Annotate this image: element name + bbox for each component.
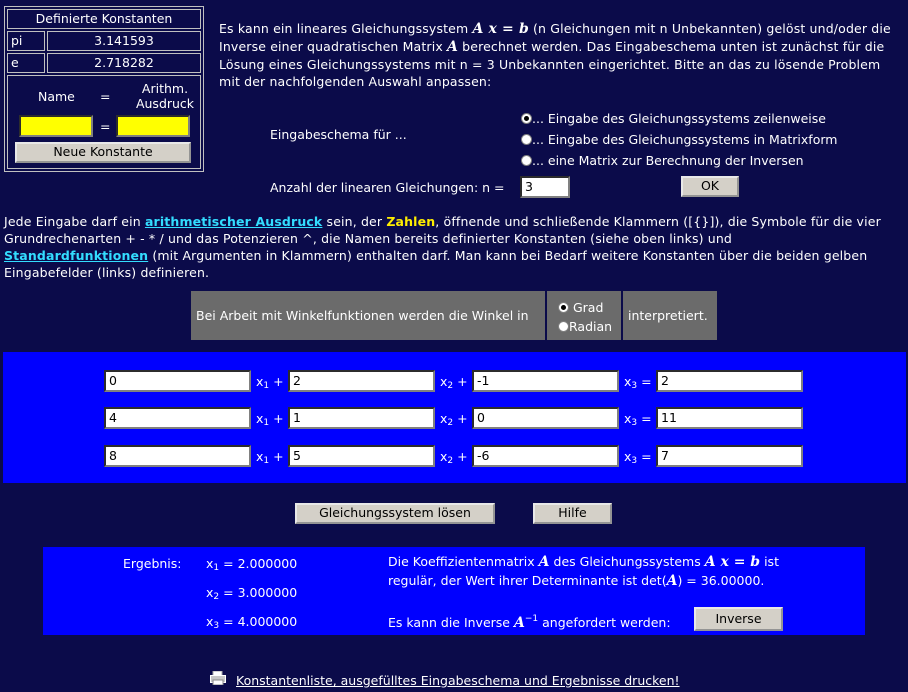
info-line-4: Eingabefelder (links) definieren. xyxy=(4,265,210,280)
coef-2-1[interactable]: 4 xyxy=(104,407,251,429)
schema-options xyxy=(521,108,837,171)
intro-line-1: Es kann ein lineares Gleichungssystem A x = b (n Gleichungen mit n Unbekannten) gelöst und/oder die xyxy=(219,21,891,37)
angle-text-box xyxy=(191,291,545,340)
printer-icon[interactable] xyxy=(210,671,226,688)
coef-1-1[interactable]: 0 xyxy=(104,370,251,392)
n-label: Anzahl der linearen Gleichungen: n = xyxy=(270,180,505,195)
print-link[interactable]: Konstantenliste, ausgefülltes Eingabeschema und Ergebnisse drucken! xyxy=(236,673,680,688)
radio-rows[interactable] xyxy=(521,113,532,124)
info-line-3: Standardfunktionen (mit Argumenten in Klammern) enthalten darf. Man kann bei Bedarf weitere Konstanten über die beiden gelben xyxy=(4,248,868,263)
constant-value-pi: 3.141593 xyxy=(47,31,201,51)
label-x2-plus: $x_2$ + xyxy=(440,449,468,466)
angle-radian-option[interactable]: Radian xyxy=(558,319,612,334)
label-x3-eq: $x_3$ = xyxy=(624,449,652,466)
result-panel xyxy=(43,547,865,635)
result-msg-2: regulär, der Wert ihrer Determinante ist det(A) = 36.00000. xyxy=(388,573,765,589)
angle-grad-option[interactable]: Grad xyxy=(558,300,603,315)
label-x2-plus: $x_2$ + xyxy=(440,411,468,428)
constants-title: Definierte Konstanten xyxy=(7,9,201,29)
rhs-3[interactable]: 7 xyxy=(656,445,803,467)
radio-inverse[interactable] xyxy=(521,155,532,166)
expr-header-2: Ausdruck xyxy=(135,96,195,111)
angle-suffix-box xyxy=(623,291,717,340)
intro-line-2: Inverse einer quadratischen Matrix A berechnet werden. Das Eingabeschema unten ist zunächst für die xyxy=(219,39,885,55)
coef-1-3[interactable]: -1 xyxy=(472,370,619,392)
constant-name-e: e xyxy=(7,53,45,73)
intro-line-4: mit der nachfolgenden Auswahl anpassen: xyxy=(219,74,492,89)
info-line-2: Grundrechenarten + - * / und das Potenzieren ^, die Namen bereits definierter Konstanten (siehe oben links) und xyxy=(4,231,733,246)
constant-eq-sign: = xyxy=(100,119,111,134)
eq-header: = xyxy=(100,89,111,104)
result-label: Ergebnis: xyxy=(123,556,182,571)
schema-option-matrix[interactable]: ... Eingabe des Gleichungssystems in Matrixform xyxy=(521,129,837,150)
rhs-2[interactable]: 11 xyxy=(656,407,803,429)
result-x3: $x_3 = 4.000000$ xyxy=(206,614,298,631)
result-msg-1: Die Koeffizientenmatrix A des Gleichungssystems A x = b ist xyxy=(388,554,779,570)
intro-line-3: Lösung eines Gleichungssystems mit n = 3 Unbekannten eingerichtet. Bitte an das zu lösende Problem xyxy=(219,57,881,72)
info-text xyxy=(4,213,908,281)
constant-expr-input[interactable] xyxy=(116,115,190,137)
coef-2-2[interactable]: 1 xyxy=(288,407,435,429)
result-msg-3: Es kann die Inverse $A^{-1}$ angefordert werden: xyxy=(388,614,671,631)
solve-button[interactable]: Gleichungssystem lösen xyxy=(295,503,495,524)
radio-grad[interactable] xyxy=(558,302,569,313)
schema-option-inverse[interactable]: ... eine Matrix zur Berechnung der Inversen xyxy=(521,150,837,171)
constant-name-pi: pi xyxy=(7,31,45,51)
std-functions-link[interactable]: Standardfunktionen xyxy=(4,248,149,263)
expr-header-1: Arithm. xyxy=(141,81,189,96)
help-button[interactable]: Hilfe xyxy=(533,503,612,524)
label-x3-eq: $x_3$ = xyxy=(624,374,652,391)
angle-text: Bei Arbeit mit Winkelfunktionen werden die Winkel in xyxy=(196,308,529,323)
label-x1-plus: $x_1$ + xyxy=(256,411,284,428)
coef-3-1[interactable]: 8 xyxy=(104,445,251,467)
constant-value-e: 2.718282 xyxy=(47,53,201,73)
angle-suffix: interpretiert. xyxy=(628,308,708,323)
constants-panel xyxy=(4,6,204,172)
label-x1-plus: $x_1$ + xyxy=(256,374,284,391)
name-header: Name xyxy=(38,89,75,104)
rhs-1[interactable]: 2 xyxy=(656,370,803,392)
angle-unit-box xyxy=(547,291,621,340)
result-x1: $x_1 = 2.000000$ xyxy=(206,556,298,573)
n-input[interactable]: 3 xyxy=(520,176,570,198)
coef-3-3[interactable]: -6 xyxy=(472,445,619,467)
info-line-1: Jede Eingabe darf ein arithmetischer Ausdruck sein, der Zahlen, öffnende und schließende Klammern ([{}]), die Symbole für die vier xyxy=(4,214,881,229)
ok-button[interactable]: OK xyxy=(681,176,739,197)
radio-matrix[interactable] xyxy=(521,134,532,145)
coef-1-2[interactable]: 2 xyxy=(288,370,435,392)
label-x1-plus: $x_1$ + xyxy=(256,449,284,466)
label-x3-eq: $x_3$ = xyxy=(624,411,652,428)
constant-name-input[interactable] xyxy=(19,115,93,137)
inverse-button[interactable]: Inverse xyxy=(694,607,783,631)
schema-option-rows[interactable]: ... Eingabe des Gleichungssystems zeilenweise xyxy=(521,108,837,129)
new-constant-button[interactable]: Neue Konstante xyxy=(15,142,191,163)
label-x2-plus: $x_2$ + xyxy=(440,374,468,391)
equation-panel xyxy=(3,352,906,483)
arith-expr-link[interactable]: arithmetischer Ausdruck xyxy=(144,214,323,229)
radio-radian[interactable] xyxy=(558,321,569,332)
intro-text xyxy=(219,20,907,90)
coef-2-3[interactable]: 0 xyxy=(472,407,619,429)
result-x2: $x_2 = 3.000000$ xyxy=(206,585,298,602)
coef-3-2[interactable]: 5 xyxy=(288,445,435,467)
schema-label: Eingabeschema für ... xyxy=(270,127,407,142)
